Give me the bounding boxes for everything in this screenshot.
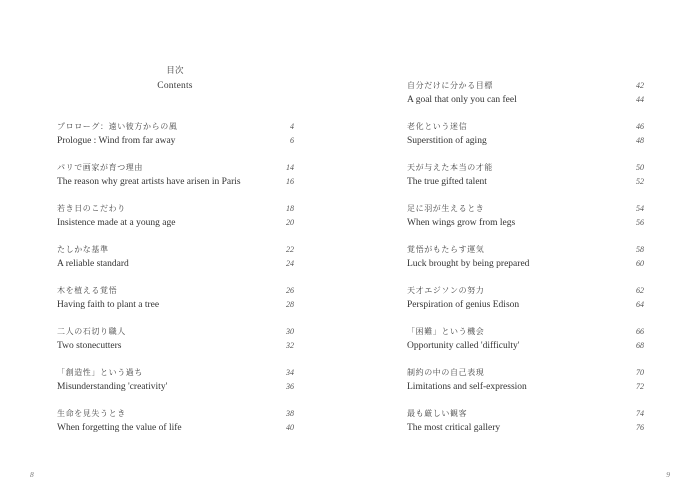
entry-page-ja: 58 — [636, 245, 644, 254]
entry-title-en: Opportunity called 'difficulty' — [407, 341, 520, 351]
contents-heading — [60, 64, 290, 94]
entry-page-ja: 38 — [286, 409, 294, 418]
toc-entry[interactable] — [407, 326, 644, 356]
entry-page-en: 60 — [636, 259, 644, 268]
entry-page-en: 76 — [636, 423, 644, 432]
entry-page-en: 20 — [286, 218, 294, 227]
entry-page-en: 6 — [290, 136, 294, 145]
entry-page-ja: 46 — [636, 122, 644, 131]
toc-entry[interactable] — [407, 408, 644, 438]
toc-entry[interactable] — [407, 367, 644, 397]
toc-entry[interactable] — [57, 203, 294, 233]
entry-page-en: 48 — [636, 136, 644, 145]
entry-title-ja: 天が与えた本当の才能 — [407, 163, 493, 172]
entry-page-ja: 54 — [636, 204, 644, 213]
entry-page-en: 24 — [286, 259, 294, 268]
entry-page-en: 28 — [286, 300, 294, 309]
right-page — [350, 0, 700, 497]
entry-page-ja: 30 — [286, 327, 294, 336]
entry-title-en: Having faith to plant a tree — [57, 300, 160, 310]
entry-title-ja: 生命を見失うとき — [57, 409, 126, 418]
toc-entry[interactable] — [407, 244, 644, 274]
entry-page-en: 16 — [286, 177, 294, 186]
toc-entry[interactable] — [407, 203, 644, 233]
entry-title-en: Prologue : Wind from far away — [57, 136, 176, 146]
entry-page-en: 40 — [286, 423, 294, 432]
entry-page-ja: 42 — [636, 81, 644, 90]
entry-title-en: Insistence made at a young age — [57, 218, 176, 228]
entry-title-ja: 自分だけに分かる目標 — [407, 81, 493, 90]
entry-title-ja: 二人の石切り職人 — [57, 327, 126, 336]
entry-page-ja: 34 — [286, 368, 294, 377]
entry-page-en: 56 — [636, 218, 644, 227]
entry-title-en: The true gifted talent — [407, 177, 487, 187]
entry-page-en: 36 — [286, 382, 294, 391]
entry-title-en: Two stonecutters — [57, 341, 122, 351]
entry-title-en: Limitations and self-expression — [407, 382, 527, 392]
entry-title-en: Misunderstanding 'creativity' — [57, 382, 168, 392]
entry-page-en: 64 — [636, 300, 644, 309]
entry-title-ja: プロローグ：遠い彼方からの風 — [57, 122, 178, 131]
entry-title-en: Superstition of aging — [407, 136, 487, 146]
entry-title-ja: 「創造性」という過ち — [57, 368, 143, 377]
entry-title-ja: たしかな基準 — [57, 245, 109, 254]
page-number-right: 9 — [666, 470, 670, 479]
entry-title-en: When wings grow from legs — [407, 218, 516, 228]
entry-page-ja: 50 — [636, 163, 644, 172]
entry-title-en: The most critical gallery — [407, 423, 501, 433]
entry-title-ja: 「困難」という機会 — [407, 327, 485, 336]
entry-page-ja: 14 — [286, 163, 294, 172]
toc-entry[interactable] — [407, 162, 644, 192]
entry-page-en: 72 — [636, 382, 644, 391]
entry-title-en: Luck brought by being prepared — [407, 259, 530, 269]
entry-title-en: When forgetting the value of life — [57, 423, 182, 433]
toc-entry[interactable] — [57, 244, 294, 274]
entry-page-en: 52 — [636, 177, 644, 186]
page-number-left: 8 — [30, 470, 34, 479]
toc-entry[interactable] — [407, 121, 644, 151]
toc-entry[interactable] — [57, 121, 294, 151]
entry-page-ja: 18 — [286, 204, 294, 213]
entry-page-ja: 74 — [636, 409, 644, 418]
entry-page-ja: 26 — [286, 286, 294, 295]
entry-title-ja: 木を植える覚悟 — [57, 286, 118, 295]
entry-title-en: A reliable standard — [57, 259, 129, 269]
contents-title-ja: 目次 — [166, 66, 184, 76]
entry-title-ja: 覚悟がもたらす運気 — [407, 245, 485, 254]
toc-entry[interactable] — [57, 285, 294, 315]
entry-page-en: 44 — [636, 95, 644, 104]
contents-title-en: Contents — [157, 81, 193, 91]
entry-page-ja: 4 — [290, 122, 294, 131]
toc-entry[interactable] — [57, 367, 294, 397]
entry-title-ja: 若き日のこだわり — [57, 204, 126, 213]
entry-page-ja: 22 — [286, 245, 294, 254]
entry-page-en: 68 — [636, 341, 644, 350]
entry-title-ja: 足に羽が生えるとき — [407, 204, 485, 213]
entry-title-en: Perspiration of genius Edison — [407, 300, 520, 310]
entry-page-ja: 66 — [636, 327, 644, 336]
entry-title-ja: 制約の中の自己表現 — [407, 368, 485, 377]
toc-entry[interactable] — [57, 326, 294, 356]
entry-title-en: A goal that only you can feel — [407, 95, 517, 105]
toc-entry[interactable] — [407, 80, 644, 110]
entry-page-en: 32 — [286, 341, 294, 350]
entry-page-ja: 62 — [636, 286, 644, 295]
entry-title-en: The reason why great artists have arisen in Paris — [57, 177, 241, 187]
toc-entry[interactable] — [57, 162, 294, 192]
entry-title-ja: 天才エジソンの努力 — [407, 286, 485, 295]
entry-title-ja: パリで画家が育つ理由 — [57, 163, 143, 172]
entry-page-ja: 70 — [636, 368, 644, 377]
toc-entry[interactable] — [407, 285, 644, 315]
toc-entry[interactable] — [57, 408, 294, 438]
entry-title-ja: 老化という迷信 — [407, 122, 468, 131]
entry-title-ja: 最も厳しい観客 — [407, 409, 468, 418]
